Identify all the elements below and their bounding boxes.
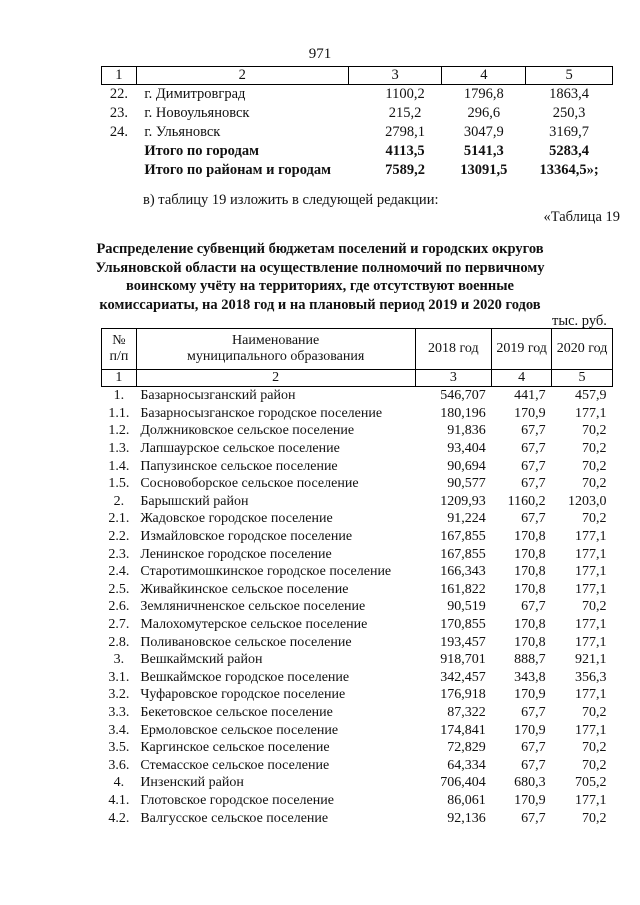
municipality-name: Ленинское городское поселение	[140, 546, 332, 562]
row-number: 1.	[113, 388, 125, 404]
municipality-name: г. Ульяновск	[144, 124, 221, 140]
value-2018: 93,404	[447, 441, 486, 457]
table-row	[102, 704, 613, 722]
header-name-line: муниципального образования	[187, 349, 365, 364]
table-row	[102, 457, 613, 475]
row-number: 2.2.	[108, 529, 130, 545]
column-index: 4	[492, 370, 552, 387]
column-index: 5	[552, 370, 613, 387]
row-number: 2.6.	[108, 599, 130, 615]
value-2020: 70,2	[582, 441, 607, 457]
value-2018: 161,822	[440, 581, 486, 597]
municipality-name: г. Димитровград	[144, 86, 246, 102]
column-index: 2	[136, 67, 348, 85]
value-2020: 70,2	[582, 757, 607, 773]
grand-total-2020: 13364,5»;	[539, 162, 599, 178]
grand-total-label: Итого по районам и городам	[144, 162, 331, 178]
value-2018: 1100,2	[385, 86, 425, 102]
municipality-name: Вешкаймское городское поселение	[140, 669, 350, 685]
value-2020: 70,2	[582, 740, 607, 756]
value-2020: 457,9	[575, 388, 607, 404]
municipality-name: Глотовское городское поселение	[140, 792, 334, 808]
value-2019: 67,7	[521, 511, 546, 527]
value-2019: 1796,8	[463, 86, 504, 102]
municipality-name: Ермоловское сельское поселение	[140, 722, 339, 738]
value-2020: 705,2	[575, 775, 607, 791]
total-row	[102, 142, 613, 161]
table-row	[102, 721, 613, 739]
municipality-name: Жадовское городское поселение	[140, 511, 333, 527]
value-2018: 2798,1	[385, 124, 426, 140]
municipality-name: Сосновоборское сельское поселение	[140, 476, 359, 492]
row-number: 24.	[109, 124, 128, 140]
value-2019: 170,8	[514, 564, 546, 580]
value-2018: 86,061	[447, 792, 486, 808]
value-2020: 177,1	[575, 581, 607, 597]
unit-label: тыс. руб.	[552, 313, 607, 329]
table-row	[102, 510, 613, 528]
total-2020: 5283,4	[549, 143, 590, 159]
value-2018: 918,701	[440, 652, 486, 668]
value-2018: 167,855	[440, 529, 486, 545]
total-2018: 4113,5	[385, 143, 425, 159]
value-2019: 170,9	[514, 722, 546, 738]
value-2019: 3047,9	[463, 124, 504, 140]
table-row	[102, 405, 613, 423]
value-2018: 215,2	[388, 105, 422, 121]
municipality-name: Папузинское сельское поселение	[140, 458, 338, 474]
value-2019: 67,7	[521, 704, 546, 720]
municipality-name: Должниковское сельское поселение	[140, 423, 355, 439]
value-2020: 177,1	[575, 546, 607, 562]
value-2018: 342,457	[440, 669, 486, 685]
value-2019: 170,9	[514, 792, 546, 808]
value-2019: 67,7	[521, 458, 546, 474]
municipality-name: Измайловское городское поселение	[140, 529, 353, 545]
value-2018: 91,836	[447, 423, 486, 439]
municipality-name: Старотимошкинское городское поселение	[140, 564, 392, 580]
value-2018: 91,224	[447, 511, 486, 527]
value-2020: 70,2	[582, 458, 607, 474]
municipality-name: Земляничненское сельское поселение	[140, 599, 366, 615]
municipality-name: Поливановское сельское поселение	[140, 634, 352, 650]
row-number: 4.1.	[108, 792, 130, 808]
header-2020: 2020 год	[552, 329, 613, 370]
value-2019: 170,8	[514, 529, 546, 545]
table-row	[102, 651, 613, 669]
table-row	[102, 774, 613, 792]
municipality-name: Базарносызганский район	[140, 388, 296, 404]
row-number: 2.5.	[108, 581, 130, 597]
table-row	[102, 475, 613, 493]
value-2020: 70,2	[582, 511, 607, 527]
value-2020: 177,1	[575, 687, 607, 703]
column-index: 2	[136, 370, 415, 387]
value-2020: 70,2	[582, 476, 607, 492]
value-2020: 177,1	[575, 405, 607, 421]
table-row	[102, 581, 613, 599]
value-2018: 72,829	[447, 740, 486, 756]
header-2019: 2019 год	[492, 329, 552, 370]
column-index: 5	[526, 67, 613, 85]
subvention-table	[101, 328, 613, 827]
value-2018: 170,855	[440, 617, 486, 633]
value-2019: 67,7	[521, 599, 546, 615]
continued-table	[101, 66, 613, 180]
row-number: 1.1.	[108, 405, 130, 421]
table-row	[102, 545, 613, 563]
value-2020: 177,1	[575, 722, 607, 738]
table-row	[102, 85, 613, 105]
heading-line: Распределение субвенций бюджетам поселений и городских округов	[96, 241, 544, 257]
table-row	[102, 739, 613, 757]
table-row	[102, 598, 613, 616]
header-row	[102, 329, 613, 370]
header-2018: 2018 год	[415, 329, 492, 370]
value-2018: 90,577	[447, 476, 486, 492]
municipality-name: Каргинское сельское поселение	[140, 740, 330, 756]
grand-total-row	[102, 161, 613, 180]
value-2019: 170,9	[514, 405, 546, 421]
table-row	[102, 563, 613, 581]
table-heading	[0, 240, 640, 314]
heading-line: Ульяновской области на осуществление полномочий по первичному	[95, 259, 545, 276]
municipality-name: Бекетовское сельское поселение	[140, 704, 333, 720]
municipality-name: Лапшаурское сельское поселение	[140, 441, 340, 457]
table-row	[102, 493, 613, 511]
column-index-row	[102, 67, 613, 85]
table-row	[102, 440, 613, 458]
table-row	[102, 792, 613, 810]
column-index: 3	[415, 370, 492, 387]
table-row	[102, 633, 613, 651]
row-number: 3.	[113, 652, 125, 668]
value-2019: 67,7	[521, 810, 546, 826]
row-number: 22.	[109, 86, 128, 102]
row-number: 3.6.	[108, 757, 130, 773]
value-2018: 92,136	[447, 810, 486, 826]
table-row	[102, 669, 613, 687]
value-2019: 296,6	[467, 105, 501, 121]
value-2019: 441,7	[514, 388, 546, 404]
value-2020: 177,1	[575, 617, 607, 633]
value-2020: 3169,7	[549, 124, 590, 140]
value-2019: 888,7	[514, 652, 546, 668]
column-index: 3	[348, 67, 442, 85]
table-row	[102, 123, 613, 142]
table-row	[102, 756, 613, 774]
row-number: 4.	[113, 775, 125, 791]
value-2018: 1209,93	[440, 493, 486, 509]
municipality-name: Живайкинское сельское поселение	[140, 581, 349, 597]
table-row	[102, 528, 613, 546]
grand-total-2018: 7589,2	[385, 162, 426, 178]
municipality-name: Барышский район	[140, 493, 249, 509]
value-2019: 170,8	[514, 581, 546, 597]
row-number: 1.5.	[108, 476, 130, 492]
amendment-text: в) таблицу 19 изложить в следующей редакции:	[143, 192, 439, 208]
value-2018: 706,404	[440, 775, 486, 791]
value-2018: 174,841	[440, 722, 486, 738]
value-2019: 680,3	[514, 775, 546, 791]
row-number: 3.4.	[108, 722, 130, 738]
value-2018: 176,918	[440, 687, 486, 703]
row-number: 23.	[109, 105, 128, 121]
municipality-name: Валгусское сельское поселение	[140, 810, 329, 826]
value-2018: 90,519	[447, 599, 486, 615]
row-number: 3.5.	[108, 740, 130, 756]
value-2020: 70,2	[582, 704, 607, 720]
column-index: 1	[102, 67, 137, 85]
value-2020: 177,1	[575, 564, 607, 580]
value-2020: 1203,0	[568, 493, 607, 509]
row-number: 4.2.	[108, 810, 130, 826]
municipality-name: г. Новоульяновск	[144, 105, 250, 121]
total-2019: 5141,3	[463, 143, 504, 159]
header-num	[102, 329, 137, 370]
municipality-name: Малохомутерское сельское поселение	[140, 617, 368, 633]
value-2019: 170,8	[514, 546, 546, 562]
heading-line: комиссариаты, на 2018 год и на плановый период 2019 и 2020 годов	[99, 296, 541, 313]
value-2020: 70,2	[582, 423, 607, 439]
value-2020: 177,1	[575, 634, 607, 650]
value-2018: 167,855	[440, 546, 486, 562]
row-number: 2.4.	[108, 564, 130, 580]
value-2019: 67,7	[521, 423, 546, 439]
value-2018: 166,343	[440, 564, 486, 580]
header-name-line: Наименование	[232, 333, 320, 348]
value-2018: 90,694	[447, 458, 486, 474]
value-2018: 87,322	[447, 704, 486, 720]
value-2019: 170,8	[514, 634, 546, 650]
row-number: 2.3.	[108, 546, 130, 562]
value-2018: 546,707	[440, 388, 486, 404]
municipality-name: Вешкаймский район	[140, 652, 263, 668]
municipality-name: Чуфаровское городское поселение	[140, 687, 346, 703]
value-2019: 170,8	[514, 617, 546, 633]
value-2018: 64,334	[447, 757, 486, 773]
value-2020: 1863,4	[549, 86, 590, 102]
value-2020: 250,3	[552, 105, 586, 121]
row-number: 3.3.	[108, 704, 130, 720]
column-index: 1	[102, 370, 137, 387]
row-number: 1.4.	[108, 458, 130, 474]
row-number: 3.2.	[108, 687, 130, 703]
municipality-name: Инзенский район	[140, 775, 244, 791]
column-index: 4	[442, 67, 526, 85]
row-number: 1.2.	[108, 423, 130, 439]
column-index-row	[102, 370, 613, 387]
row-number: 2.7.	[108, 617, 130, 633]
table-label: «Таблица 19	[543, 209, 620, 225]
value-2018: 180,196	[440, 405, 486, 421]
value-2019: 170,9	[514, 687, 546, 703]
value-2020: 70,2	[582, 810, 607, 826]
row-number: 1.3.	[108, 441, 130, 457]
value-2020: 921,1	[575, 652, 607, 668]
table-row	[102, 686, 613, 704]
table-row	[102, 616, 613, 634]
value-2020: 177,1	[575, 529, 607, 545]
table-row	[102, 422, 613, 440]
header-num-line: п/п	[109, 349, 129, 364]
value-2019: 1160,2	[507, 493, 546, 509]
value-2019: 67,7	[521, 476, 546, 492]
value-2020: 177,1	[575, 792, 607, 808]
row-number: 2.1.	[108, 511, 130, 527]
table-row	[102, 104, 613, 123]
row-number: 2.8.	[108, 634, 130, 650]
value-2019: 343,8	[514, 669, 546, 685]
table-row	[102, 809, 613, 827]
row-number: 2.	[113, 493, 125, 509]
heading-line: воинскому учёту на территориях, где отсутствуют военные	[126, 278, 514, 294]
page-number: 971	[308, 46, 332, 62]
value-2020: 70,2	[582, 599, 607, 615]
municipality-name: Базарносызганское городское поселение	[140, 405, 383, 421]
grand-total-2019: 13091,5	[460, 162, 508, 178]
value-2018: 193,457	[440, 634, 486, 650]
row-number: 3.1.	[108, 669, 130, 685]
value-2019: 67,7	[521, 740, 546, 756]
value-2019: 67,7	[521, 757, 546, 773]
total-label: Итого по городам	[144, 143, 259, 159]
municipality-name: Стемасское сельское поселение	[140, 757, 330, 773]
table-row	[102, 387, 613, 405]
header-name	[136, 329, 415, 370]
value-2020: 356,3	[575, 669, 607, 685]
header-num-line: №	[112, 333, 126, 348]
value-2019: 67,7	[521, 441, 546, 457]
